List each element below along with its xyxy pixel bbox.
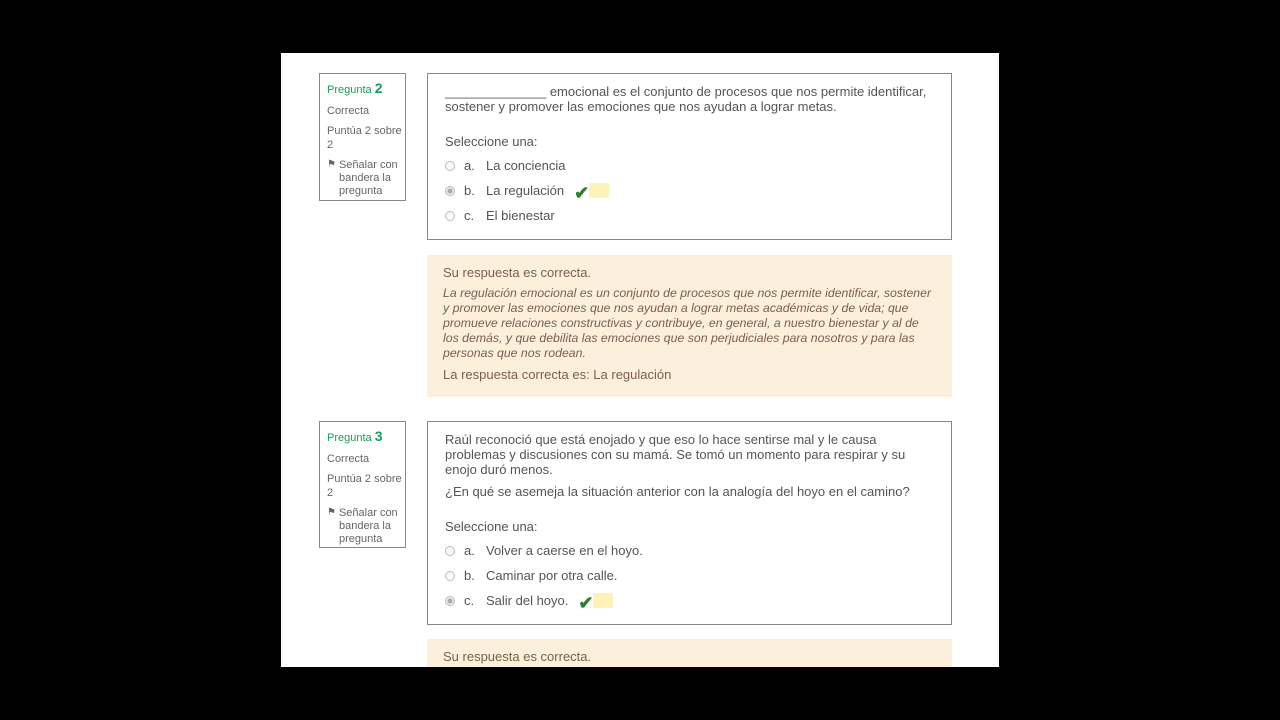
check-icon: ✔ [574, 183, 590, 203]
question-text: ______________ emocional es el conjunto de procesos que nos permite identificar, sostener y promover las emociones que nos ayudan a lograr metas. [445, 84, 927, 114]
question-2-content [427, 73, 952, 240]
question-2-feedback [427, 255, 952, 397]
question-number: Pregunta 3 [327, 428, 383, 444]
flag-icon: ⚑ [327, 506, 336, 518]
feedback-status: Su respuesta es correcta. [443, 649, 592, 664]
question-2-info [319, 73, 406, 201]
select-prompt: Seleccione una: [445, 519, 538, 534]
question-3-content [427, 421, 952, 625]
question-3-info [319, 421, 406, 548]
radio-b[interactable] [445, 571, 455, 581]
option-c[interactable]: c. El bienestar [445, 203, 934, 228]
select-prompt: Seleccione una: [445, 134, 538, 149]
question-state: Correcta [327, 453, 370, 466]
question-3-feedback [427, 639, 952, 667]
question-prompt: ¿En qué se asemeja la situación anterior con la analogía del hoyo en el camino? [445, 484, 910, 499]
highlight-mark [589, 183, 609, 198]
option-a[interactable]: a. Volver a caerse en el hoyo. [445, 538, 934, 563]
question-grade: Puntúa 2 sobre 2 [327, 473, 402, 499]
question-text: Raúl reconoció que está enojado y que eso lo hace sentirse mal y le causa problemas y discusiones con su mamá. Se tomó un momento para respirar y su enojo duró menos. [445, 432, 906, 477]
question-number: Pregunta 2 [327, 80, 383, 96]
question-state: Correcta [327, 105, 370, 118]
highlight-mark [593, 593, 613, 608]
option-b[interactable]: b. La regulación ✔ [445, 178, 934, 203]
right-answer: La respuesta correcta es: La regulación [443, 367, 672, 382]
check-icon: ✔ [578, 593, 594, 613]
question-grade: Puntúa 2 sobre 2 [327, 125, 402, 151]
option-c[interactable]: c. Salir del hoyo. ✔ [445, 588, 934, 613]
radio-b-selected[interactable] [445, 186, 455, 196]
quiz-review-page [281, 53, 999, 667]
flag-icon: ⚑ [327, 158, 336, 170]
radio-a[interactable] [445, 161, 455, 171]
flag-question-link[interactable]: ⚑ Señalar con bandera la pregunta [327, 506, 398, 546]
option-a[interactable]: a. La conciencia [445, 153, 934, 178]
flag-question-link[interactable]: ⚑ Señalar con bandera la pregunta [327, 158, 398, 198]
radio-c-selected[interactable] [445, 596, 455, 606]
general-feedback: La regulación emocional es un conjunto de procesos que nos permite identificar, sostener y promover las emociones que nos ayudan a lograr metas académicas y de vida; que promueve relaciones constructivas y contribuye, en general, a nuestro bienestar y al de los demás, y que debilita las emociones que son perjudiciales para nosotros y para las personas que nos rodean. [443, 286, 932, 360]
feedback-status: Su respuesta es correcta. [443, 265, 592, 280]
radio-a[interactable] [445, 546, 455, 556]
radio-c[interactable] [445, 211, 455, 221]
option-b[interactable]: b. Caminar por otra calle. [445, 563, 934, 588]
